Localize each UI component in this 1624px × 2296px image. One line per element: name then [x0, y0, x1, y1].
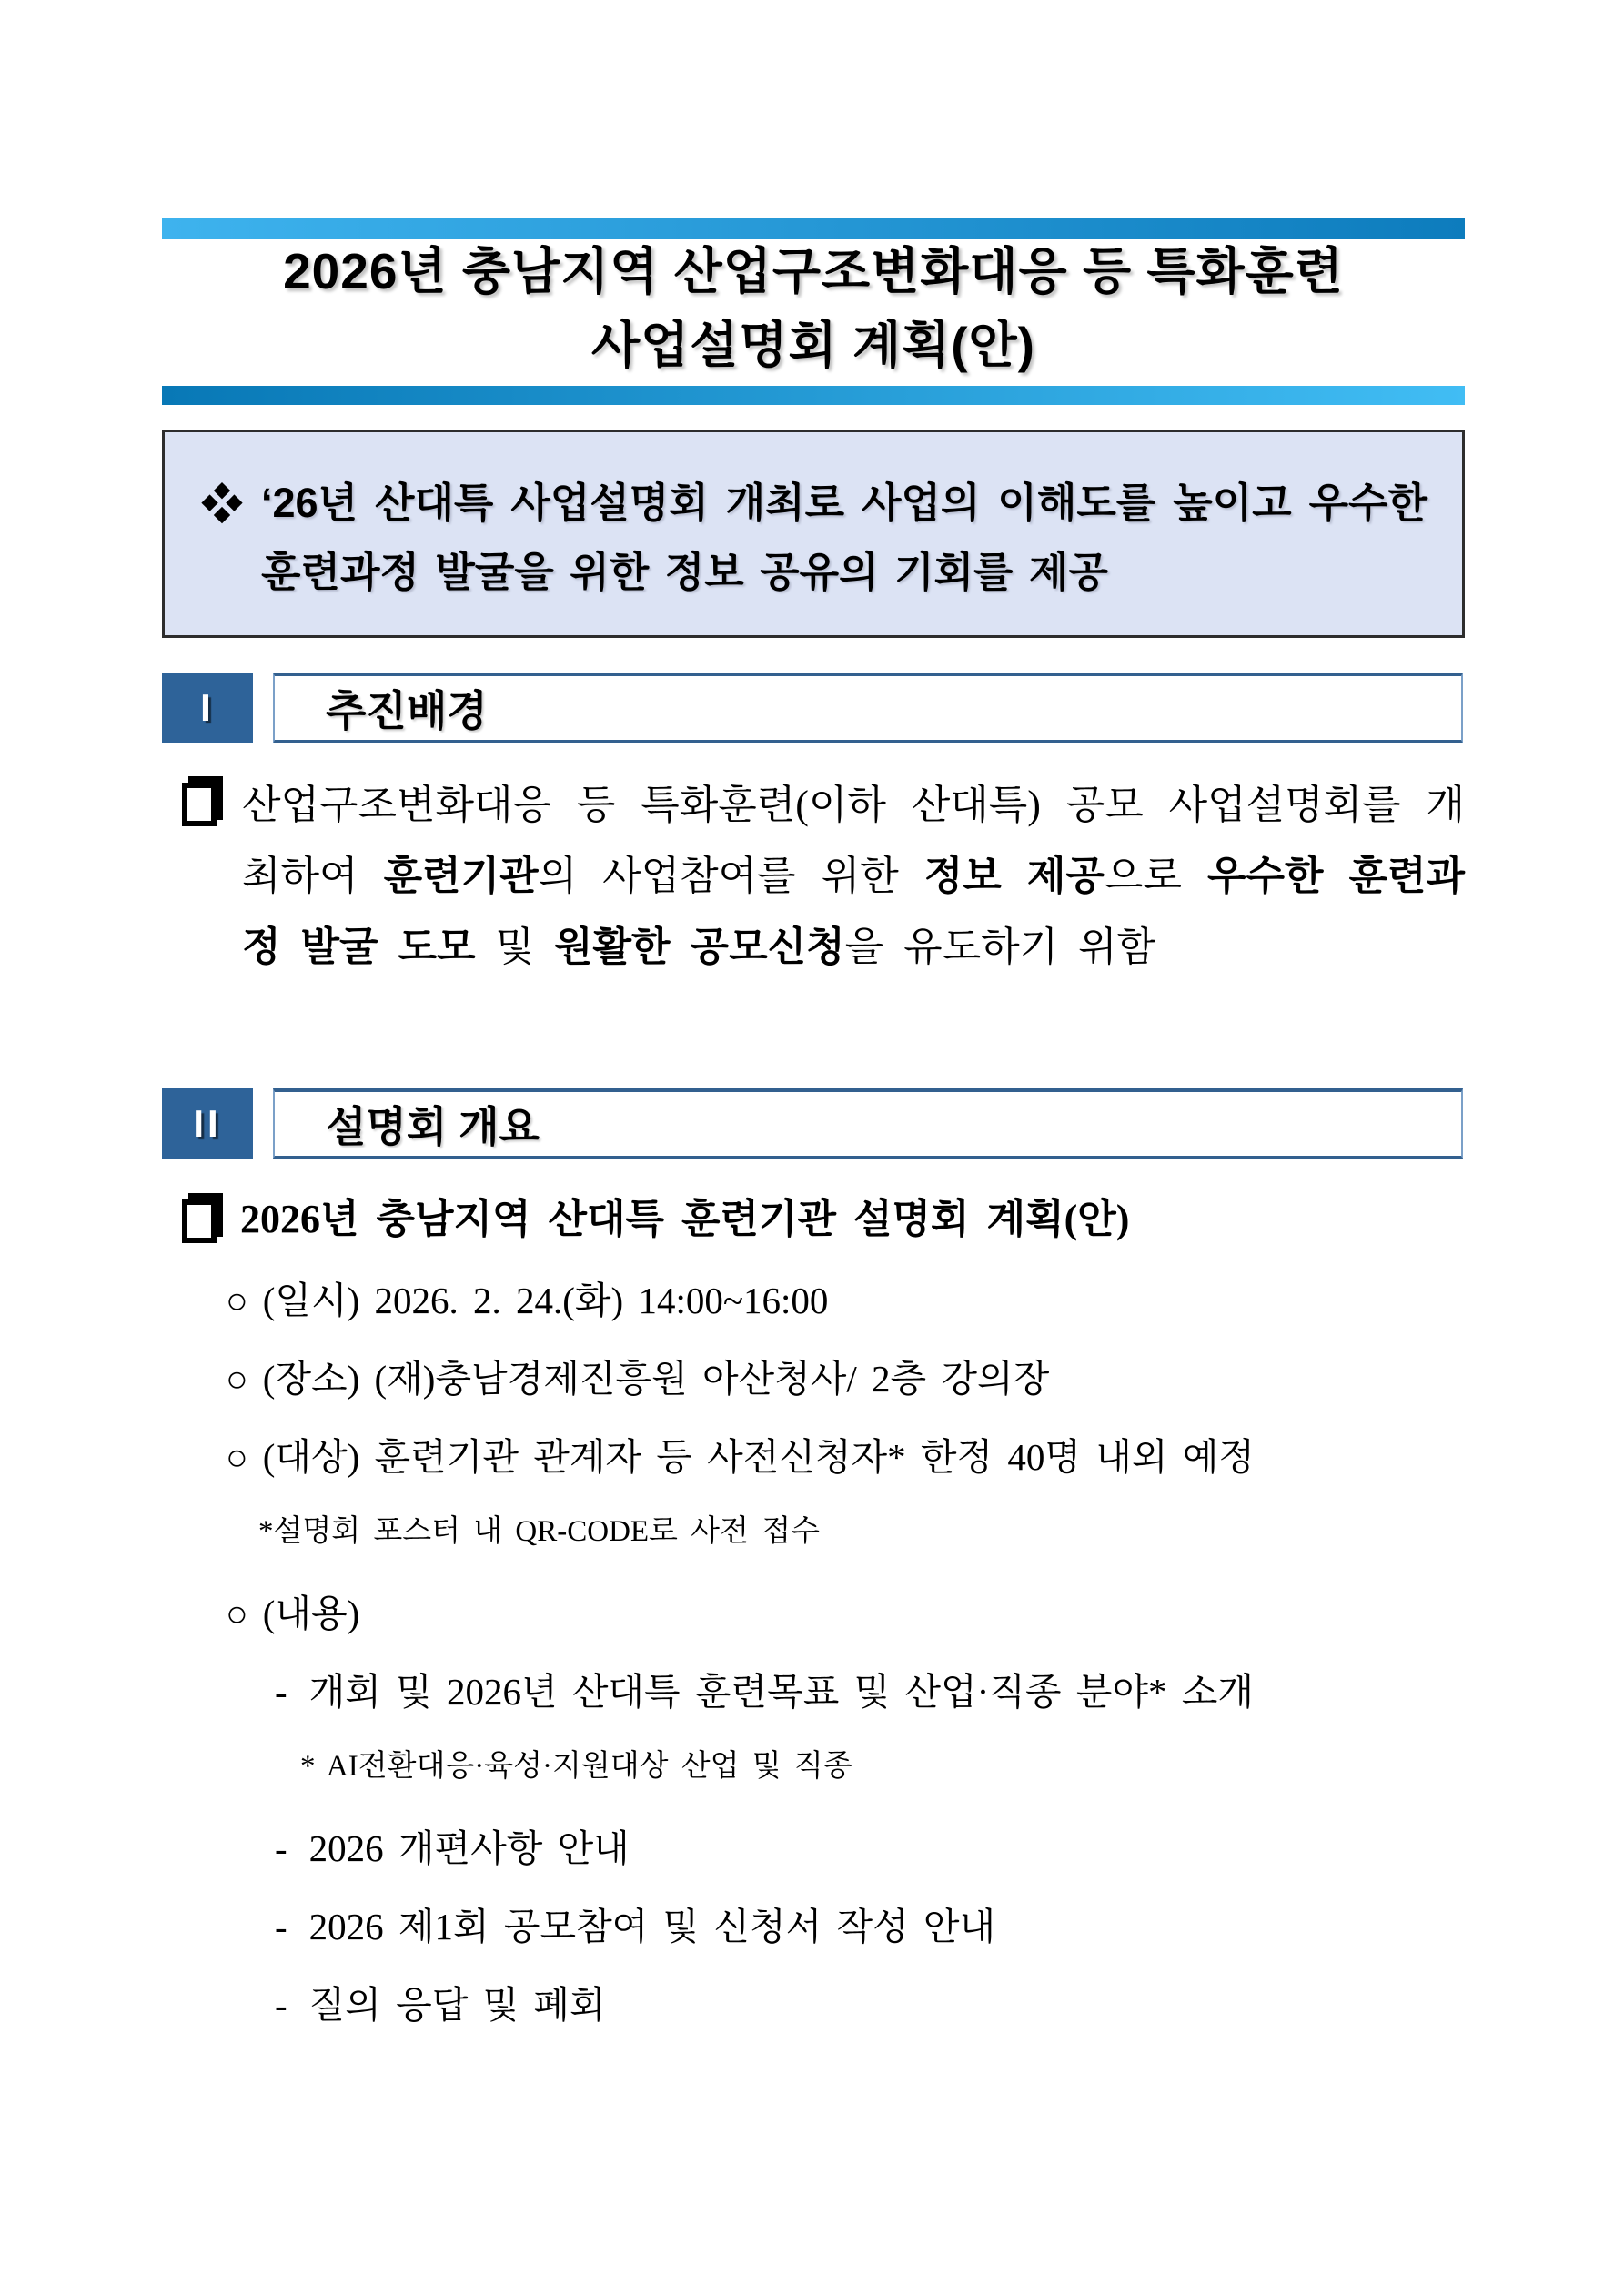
section-1-header: [162, 673, 1465, 743]
document-title-line1: 2026년 충남지역 산업구조변화대응 등 특화훈련: [283, 243, 1344, 299]
overview-heading-text: 2026년 충남지역 산대특 훈련기관 설명회 계획(안): [240, 1197, 1130, 1241]
circle-bullet-icon: ○: [226, 1436, 248, 1478]
overview-item-datetime: [226, 1278, 1465, 1323]
section-2-numeral: II: [162, 1088, 253, 1159]
overview-item-venue: [226, 1356, 1465, 1401]
dash-bullet-icon: -: [275, 1906, 287, 1947]
overview-heading: [182, 1194, 1465, 1245]
overview-footnote-qr: [258, 1512, 1465, 1551]
overview-subitem-opening: [275, 1669, 1465, 1714]
paragraph-segment: 의 사업참여를 위한: [538, 854, 924, 898]
paragraph-segment: 으로: [1104, 854, 1207, 898]
square-bullet-icon: [182, 783, 217, 826]
item-text: (일시) 2026. 2. 24.(화) 14:00~16:00: [262, 1279, 829, 1321]
square-bullet-icon: [182, 1199, 217, 1243]
bottom-accent-bar: [162, 386, 1465, 405]
paragraph-segment: 을 유도하기 위함: [844, 925, 1156, 969]
overview-item-audience: [226, 1434, 1465, 1480]
summary-callout-text: ‘26년 산대특 사업설명회 개최로 사업의 이해도를 높이고 우수한 훈련과정 발굴을 위한 정보 공유의 기회를 제공: [261, 480, 1427, 595]
paragraph-segment-bold: 정보 제공: [923, 854, 1105, 898]
item-text: (대상) 훈련기관 관계자 등 사전신청자* 한정 40명 내외 예정: [262, 1436, 1255, 1478]
item-text: (장소) (재)충남경제진흥원 아산청사/ 2층 강의장: [262, 1358, 1050, 1400]
document-title: [162, 235, 1465, 382]
summary-callout-inner: [205, 469, 1427, 607]
item-text: * AI전환대응·육성·지원대상 산업 및 직종: [300, 1750, 852, 1783]
section-1-numeral: I: [162, 673, 253, 743]
dash-bullet-icon: -: [275, 1984, 287, 2026]
paragraph-segment: 및: [475, 925, 555, 969]
paragraph-segment-bold: 우수한 훈련과정 발굴 도모: [242, 854, 1466, 969]
dash-bullet-icon: -: [275, 1827, 287, 1869]
overview-item-list: [226, 1278, 1465, 2060]
section-2-title: 설명회 개요: [273, 1088, 1463, 1159]
item-text: 2026 개편사항 안내: [308, 1827, 630, 1869]
overview-footnote-ai: [300, 1747, 1465, 1785]
circle-bullet-icon: ○: [226, 1279, 248, 1321]
overview-subitem-qna: [275, 1982, 1465, 2028]
overview-subitem-revision: [275, 1826, 1465, 1871]
circle-bullet-icon: ○: [226, 1358, 248, 1400]
document-title-line2: 사업설명회 계획(안): [591, 317, 1035, 373]
overview-item-contents: [226, 1591, 1465, 1636]
summary-callout-box: [162, 430, 1465, 638]
item-text: 개회 및 2026년 산대특 훈련목표 및 산업·직종 분야* 소개: [308, 1671, 1254, 1713]
item-text: (내용): [262, 1593, 360, 1634]
background-paragraph-text: [182, 770, 1465, 983]
circle-bullet-icon: ○: [226, 1593, 248, 1634]
paragraph-segment-bold: 훈련기관: [383, 854, 539, 898]
section-2-header: [162, 1088, 1465, 1159]
paragraph-segment: 산업구조변화대응 등 특화훈련(이하 산대특) 공모 사업설명회를 개최하여: [242, 783, 1465, 898]
item-text: 질의 응답 및 폐회: [308, 1984, 606, 2026]
section-1-title: 추진배경: [273, 673, 1463, 743]
item-text: 2026 제1회 공모참여 및 신청서 작성 안내: [308, 1906, 996, 1947]
item-text: *설명회 포스터 내 QR-CODE로 사전 접수: [258, 1515, 820, 1548]
paragraph-segment-bold: 원활한 공모신청: [554, 925, 845, 969]
overview-subitem-application: [275, 1904, 1465, 1949]
dash-bullet-icon: -: [275, 1671, 287, 1713]
background-paragraph: [182, 770, 1465, 983]
